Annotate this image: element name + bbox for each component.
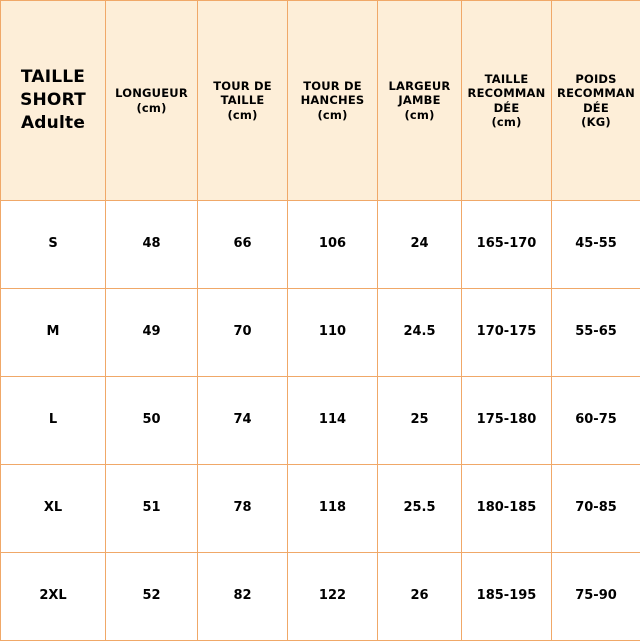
cell-longueur: 48 [106,201,198,289]
row-size-label: L [1,377,106,465]
column-header-tour-de-hanches-unit: (cm) [291,108,374,122]
cell-poids-recommande: 45-55 [552,201,640,289]
column-header-poids-recommande [552,1,640,201]
cell-largeur-jambe: 24.5 [378,289,462,377]
cell-tour-de-hanches: 114 [288,377,378,465]
table-header-row [1,1,640,201]
table-row [1,465,640,553]
row-size-label: M [1,289,106,377]
table-row [1,553,640,641]
cell-longueur: 52 [106,553,198,641]
cell-largeur-jambe: 25.5 [378,465,462,553]
column-header-largeur-jambe-unit: (cm) [381,108,458,122]
cell-taille-recommandee: 185-195 [462,553,552,641]
column-header-longueur-unit: (cm) [109,101,194,115]
row-size-label: XL [1,465,106,553]
cell-poids-recommande: 60-75 [552,377,640,465]
column-header-taille-recommandee-name: TAILLE RECOMMANDÉE [468,72,546,115]
cell-poids-recommande: 55-65 [552,289,640,377]
cell-taille-recommandee: 175-180 [462,377,552,465]
column-header-largeur-jambe [378,1,462,201]
column-header-tour-de-taille-name: TOUR DE TAILLE [213,79,272,107]
column-header-tour-de-taille [198,1,288,201]
cell-tour-de-taille: 66 [198,201,288,289]
cell-tour-de-taille: 78 [198,465,288,553]
table-corner-label: TAILLE SHORT Adulte [1,1,106,201]
column-header-taille-recommandee-unit: (cm) [465,115,548,129]
table-row [1,201,640,289]
cell-tour-de-hanches: 110 [288,289,378,377]
column-header-poids-recommande-unit: (KG) [555,115,637,129]
column-header-tour-de-taille-unit: (cm) [201,108,284,122]
column-header-taille-recommandee [462,1,552,201]
cell-longueur: 50 [106,377,198,465]
cell-largeur-jambe: 26 [378,553,462,641]
column-header-longueur [106,1,198,201]
cell-longueur: 51 [106,465,198,553]
row-size-label: 2XL [1,553,106,641]
cell-tour-de-hanches: 106 [288,201,378,289]
cell-largeur-jambe: 24 [378,201,462,289]
cell-tour-de-hanches: 122 [288,553,378,641]
cell-tour-de-hanches: 118 [288,465,378,553]
cell-poids-recommande: 70-85 [552,465,640,553]
cell-taille-recommandee: 165-170 [462,201,552,289]
column-header-largeur-jambe-name: LARGEUR JAMBE [389,79,451,107]
cell-tour-de-taille: 70 [198,289,288,377]
cell-tour-de-taille: 82 [198,553,288,641]
cell-largeur-jambe: 25 [378,377,462,465]
column-header-tour-de-hanches-name: TOUR DE HANCHES [301,79,365,107]
cell-taille-recommandee: 170-175 [462,289,552,377]
column-header-poids-recommande-name: POIDS RECOMMANDÉE [557,72,635,115]
cell-taille-recommandee: 180-185 [462,465,552,553]
column-header-longueur-name: LONGUEUR [115,86,188,100]
cell-tour-de-taille: 74 [198,377,288,465]
row-size-label: S [1,201,106,289]
cell-poids-recommande: 75-90 [552,553,640,641]
column-header-tour-de-hanches [288,1,378,201]
cell-longueur: 49 [106,289,198,377]
table-row [1,289,640,377]
table-row [1,377,640,465]
